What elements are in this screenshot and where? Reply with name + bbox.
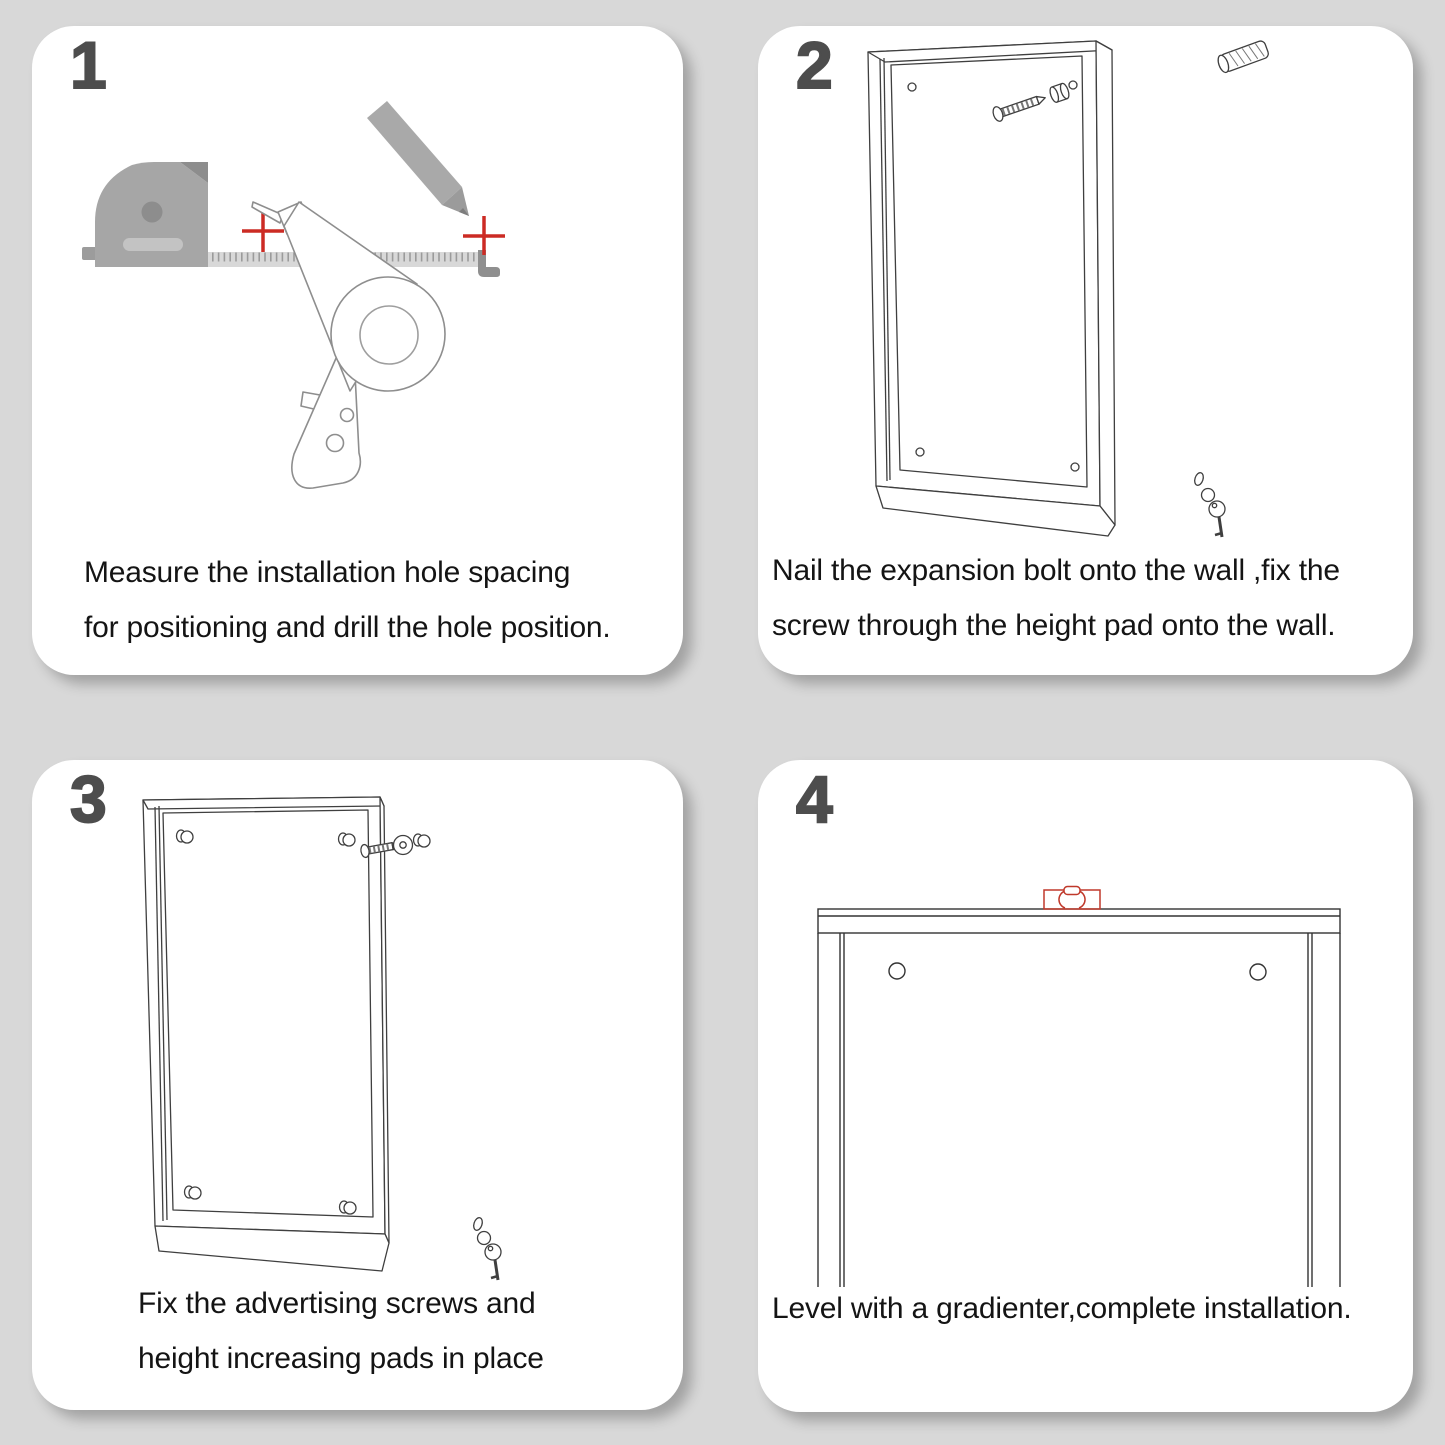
caption-line: Level with a gradienter,complete installation. — [772, 1292, 1352, 1325]
expansion-bolt-icon — [1216, 40, 1270, 74]
step-number: 3 — [70, 762, 107, 836]
caption-line: Measure the installation hole spacing — [84, 556, 571, 589]
step-panel-3 — [32, 760, 683, 1410]
cabinet-back-icon — [868, 41, 1115, 536]
step-panel-4 — [758, 760, 1413, 1412]
step-number: 4 — [796, 762, 833, 836]
key-icon — [472, 1217, 501, 1280]
step-panel-1 — [32, 26, 683, 675]
height-pad-icon — [414, 834, 431, 847]
mounting-hole-icon — [889, 963, 905, 979]
height-pad-icon — [339, 833, 356, 846]
key-icon — [1193, 472, 1225, 537]
step-caption — [772, 1281, 1351, 1336]
height-pad-icon — [177, 830, 194, 843]
pencil-icon — [367, 101, 469, 216]
step-caption — [84, 545, 611, 655]
caption-line: Fix the advertising screws and — [138, 1287, 536, 1320]
mounting-hole-icon — [1069, 81, 1077, 89]
step-caption — [772, 543, 1340, 653]
step-number: 1 — [70, 28, 107, 102]
caption-line: Nail the expansion bolt onto the wall ,fix the — [772, 554, 1340, 587]
caption-line: height increasing pads in place — [138, 1342, 544, 1375]
tape-hook-icon — [478, 250, 500, 277]
height-pad-icon — [340, 1201, 357, 1214]
mounting-hole-icon — [1250, 964, 1266, 980]
drill-icon — [252, 202, 445, 488]
caption-line: screw through the height pad onto the wall. — [772, 609, 1336, 642]
height-pad-icon — [185, 1186, 202, 1199]
mounting-hole-icon — [916, 448, 924, 456]
cabinet-back-icon — [143, 797, 389, 1271]
gradienter-level-icon — [1044, 887, 1100, 910]
washer-icon — [394, 836, 413, 855]
mounting-hole-icon — [908, 83, 916, 91]
cabinet-front-icon — [818, 909, 1340, 1287]
caption-line: for positioning and drill the hole position. — [84, 611, 611, 644]
mounting-hole-icon — [1071, 463, 1079, 471]
step-number: 2 — [796, 28, 833, 102]
step-panel-2 — [758, 26, 1413, 675]
step-caption — [138, 1276, 544, 1386]
